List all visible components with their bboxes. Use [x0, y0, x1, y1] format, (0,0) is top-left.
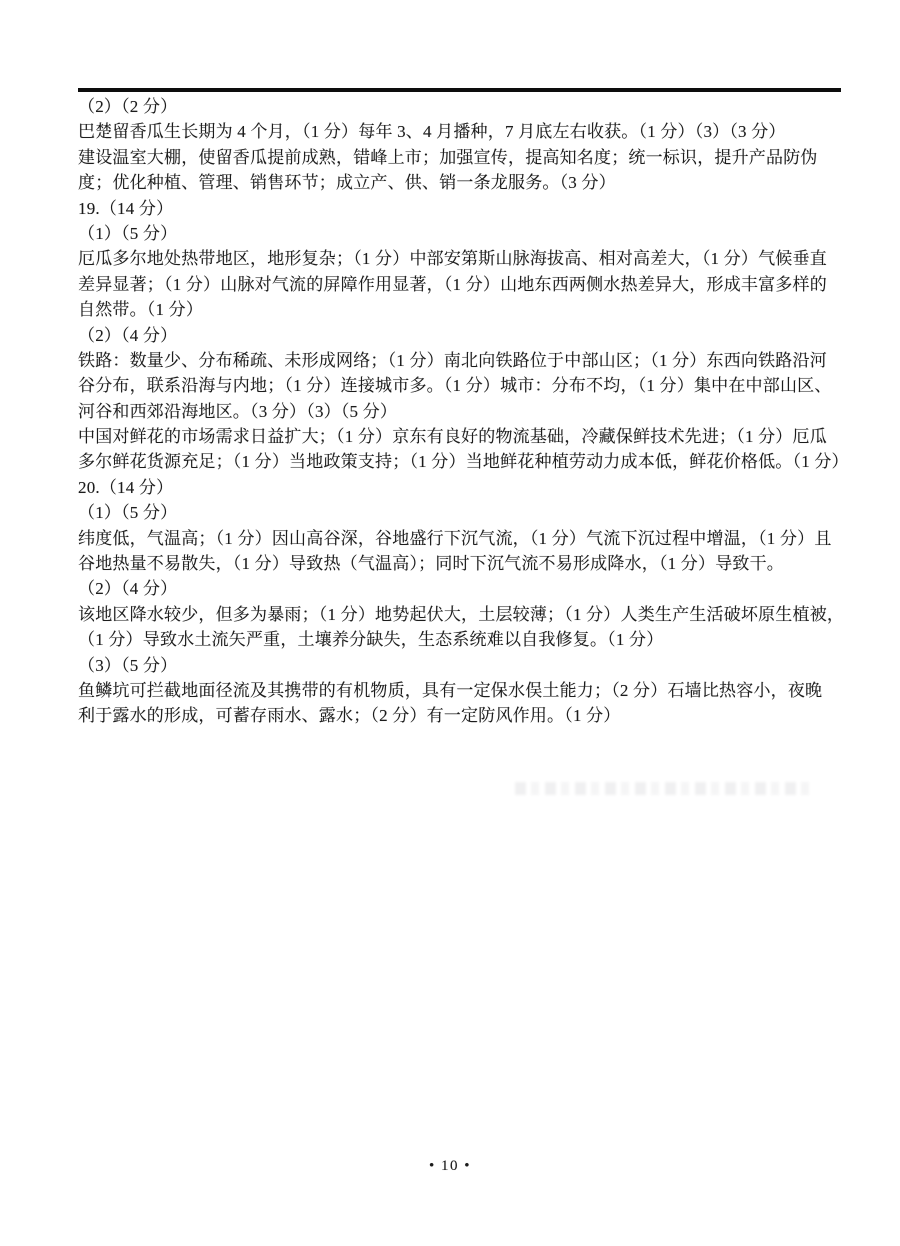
- sub-question-score-line: （2）（4 分）: [78, 579, 178, 599]
- answer-text-line: 河谷和西郊沿海地区。（3 分）（3）（5 分）: [78, 401, 398, 421]
- answer-text-line: （1 分）导致水土流矢严重，土壤养分缺失，生态系统难以自我修复。（1 分）: [78, 630, 664, 650]
- page-number: • 10 •: [428, 1158, 471, 1174]
- sub-question-score-line: （1）（5 分）: [78, 223, 178, 243]
- answer-text-line: 巴楚留香瓜生长期为 4 个月，（1 分）每年 3、4 月播种，7 月底左右收获。（1 分）（3）（3 分）: [78, 122, 786, 142]
- sub-question-score-line: （1）（5 分）: [78, 503, 178, 523]
- answer-text-line: 利于露水的形成，可蓄存雨水、露水；（2 分）有一定防风作用。（1 分）: [78, 706, 621, 726]
- answer-text-line: 纬度低，气温高；（1 分）因山高谷深，谷地盛行下沉气流，（1 分）气流下沉过程中增温，（1 分）且: [78, 528, 832, 548]
- answer-text-line: 多尔鲜花货源充足；（1 分）当地政策支持；（1 分）当地鲜花种植劳动力成本低，鲜花价格低。（1 分）: [78, 452, 849, 472]
- answer-text-line: 差异显著；（1 分）山脉对气流的屏障作用显著，（1 分）山地东西两侧水热差异大，形成丰富多样的: [78, 274, 827, 294]
- answer-text-line: 中国对鲜花的市场需求日益扩大；（1 分）京东有良好的物流基础，冷藏保鲜技术先进；（1 分）厄瓜: [78, 427, 827, 447]
- answer-text-line: 自然带。（1 分）: [78, 300, 204, 320]
- sub-question-score-line: （2）（2 分）: [78, 97, 178, 116]
- page-footer: [0, 1158, 900, 1175]
- question-20-heading: 20.（14 分）: [78, 477, 174, 497]
- sub-question-score-line: （3）（5 分）: [78, 655, 178, 675]
- answer-text-line: 厄瓜多尔地处热带地区，地形复杂；（1 分）中部安第斯山脉海拔高、相对高差大，（1 分）气候垂直: [78, 249, 827, 269]
- top-divider-rule: [78, 88, 841, 92]
- answer-text-line: 鱼鳞坑可拦截地面径流及其携带的有机物质，具有一定保水俣土能力；（2 分）石墙比热容小，夜晚: [78, 680, 823, 700]
- sub-question-score-line: （2）（4 分）: [78, 325, 178, 345]
- answer-text-line: 谷地热量不易散失，（1 分）导致热（气温高）；同时下沉气流不易形成降水，（1 分）导致干。: [78, 554, 784, 574]
- answer-text-line: 建设温室大棚，使留香瓜提前成熟，错峰上市；加强宣传，提高知名度；统一标识，提升产品防伪: [78, 147, 818, 167]
- answer-key-text-block: [78, 94, 868, 729]
- question-19-heading: 19.（14 分）: [78, 198, 174, 218]
- answer-text-line: 度；优化种植、管理、销售环节；成立产、供、销一条龙服务。（3 分）: [78, 173, 616, 193]
- answer-text-line: 谷分布，联系沿海与内地；（1 分）连接城市多。（1 分）城市：分布不均，（1 分）集中在中部山区、: [78, 376, 832, 396]
- faint-scan-artifact: [515, 782, 815, 795]
- answer-text-line: 该地区降水较少，但多为暴雨；（1 分）地势起伏大，土层较薄；（1 分）人类生产生活破坏原生植被，: [78, 604, 845, 624]
- answer-text-line: 铁路：数量少、分布稀疏、未形成网络；（1 分）南北向铁路位于中部山区；（1 分）东西向铁路沿河: [78, 350, 827, 370]
